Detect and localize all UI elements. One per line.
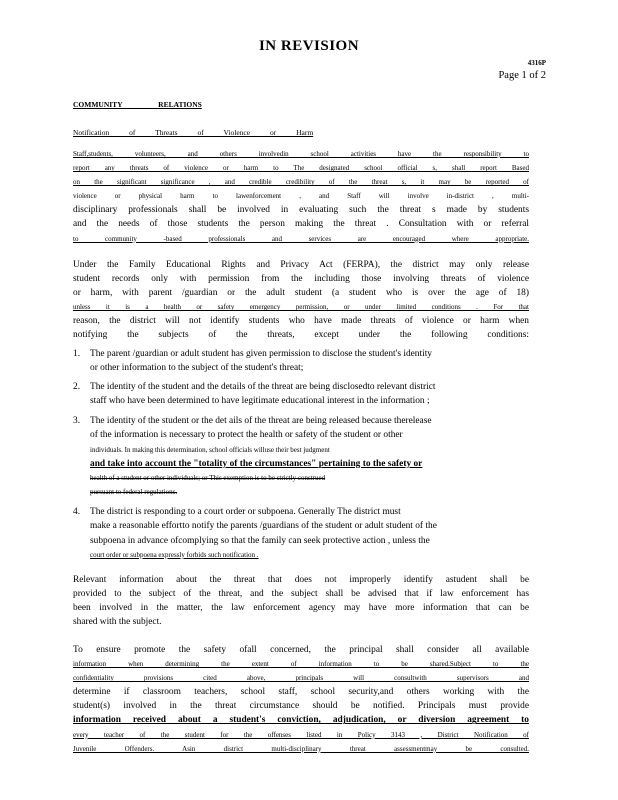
list-item xyxy=(73,347,529,376)
text-line: and the needs of those students the person making the threat . Consultation with or referral xyxy=(73,219,529,230)
list-item xyxy=(73,505,529,562)
text-line: notifying the subjects of the threats, except under the following conditions: xyxy=(73,330,529,341)
text-line: health of a student or other individuals; or This exemption is to be strictly construed xyxy=(90,474,326,483)
text-line: report any threats of violence or harm to The designated school official s, shall report Based xyxy=(73,164,529,173)
text-line: and take into account the "totality of the circumstances" pertaining to the safety or xyxy=(90,458,423,469)
text-line: staff who have been determined to have legitimate educational interest in the information ; xyxy=(90,396,430,407)
paragraph-principal xyxy=(73,643,529,756)
text-line: every teacher of the student for the offenses listed in Policy 3143 , District Notification of xyxy=(73,730,529,739)
paragraph-reporting xyxy=(73,147,529,246)
text-line: to community -based professionals and services are encouraged where appropriate. xyxy=(73,234,529,243)
text-line: shared with the subject. xyxy=(73,617,162,628)
text-line: Under the Family Educational Rights and Privacy Act (FERPA), the district may only release xyxy=(73,260,529,270)
text-line: disciplinary professionals shall be involved in evaluating such the threat s made by students xyxy=(73,205,529,216)
list-item xyxy=(73,414,529,500)
list-item xyxy=(73,380,529,409)
subheading: Notification of Threats of Violence or Harm xyxy=(73,128,314,137)
page-title: IN REVISION xyxy=(258,38,360,54)
section-heading: COMMUNITY RELATIONS xyxy=(73,100,202,109)
text-line: Staff,students, volunteers, and others involvedin school activities have the responsibility to xyxy=(73,150,529,158)
text-line: The identity of the student or the det ails of the threat are being released because therelease xyxy=(90,416,432,426)
text-line: reason, the district will not identify students who have made threats of violence or harm when xyxy=(73,316,529,327)
text-line: student records only with permission from the including those involving threats of violence xyxy=(73,274,529,285)
policy-number: 4316P xyxy=(527,59,546,67)
text-line: been involved in the matter, the law enforcement agency may have more information that can be xyxy=(73,603,529,614)
list-number: 2. xyxy=(73,382,81,392)
text-line: or harm, with parent /guardian or the adult student (a student who is over the age of 18) xyxy=(73,288,529,299)
text-line: Relevant information about the threat that does not improperly identify astudent shall be xyxy=(73,575,529,585)
text-line: information when determining the extent of information to be shared.Subject to the xyxy=(73,660,529,669)
text-line: confidentiality provisions cited above, principals will consultwith supervisors and xyxy=(73,674,529,683)
text-line: provided to the subject of the threat, and the subject shall be advised that if law enforcement has xyxy=(73,589,529,600)
text-line: or other information to the subject of the student's threat; xyxy=(90,363,304,374)
text-line: The identity of the student and the details of the threat are being disclosedto relevant district xyxy=(90,382,436,392)
list-number: 3. xyxy=(73,416,81,426)
text-line: student(s) involved in the threat circumstance should be notified. Principals must provide xyxy=(73,701,529,712)
text-line: court order or subpoena expressly forbids such notification . xyxy=(90,550,259,559)
paragraph-relevant-info xyxy=(73,573,529,629)
text-line: on the significant significance , and credible credibility of the threat s, it may be reported of xyxy=(73,178,529,187)
list-number: 4. xyxy=(73,507,81,517)
text-line: subpoena in advance ofcomplying so that the family can seek protective action , unless the xyxy=(90,535,430,546)
text-line: The parent /guardian or adult student has given permission to disclose the student's identity xyxy=(90,349,432,359)
paragraph-ferpa xyxy=(73,258,529,343)
text-line: of the information is necessary to protect the health or safety of the student or other xyxy=(90,430,403,441)
text-line: pursuant to federal regulations. xyxy=(90,488,178,497)
page-number: Page 1 of 2 xyxy=(498,70,546,81)
text-line: Juvenile Offenders. Asin district multi-disciplinary threat assessmentmay be consulted. xyxy=(73,744,529,753)
text-line: make a reasonable effortto notify the parents /guardians of the student or adult student of the xyxy=(90,521,437,532)
text-line: determine if classroom teachers, school staff, school security,and others working with the xyxy=(73,687,529,698)
text-line: violence or physical harm to lawenforcement , and Staff will involve in-district , multi- xyxy=(73,192,529,201)
text-line: unless it is a health or safety emergency permission, or under limited conditions . For that xyxy=(73,303,529,312)
list-number: 1. xyxy=(73,349,81,359)
text-line: information received about a student's conviction, adjudication, or diversion agreement to xyxy=(73,715,529,726)
text-line: individuals. In making this determination, school officials willuse their best judgment xyxy=(90,445,330,454)
text-line: To ensure promote the safety ofall concerned, the principal shall consider all available xyxy=(73,645,529,655)
text-line: The district is responding to a court order or subpoena. Generally The district must xyxy=(90,507,401,517)
